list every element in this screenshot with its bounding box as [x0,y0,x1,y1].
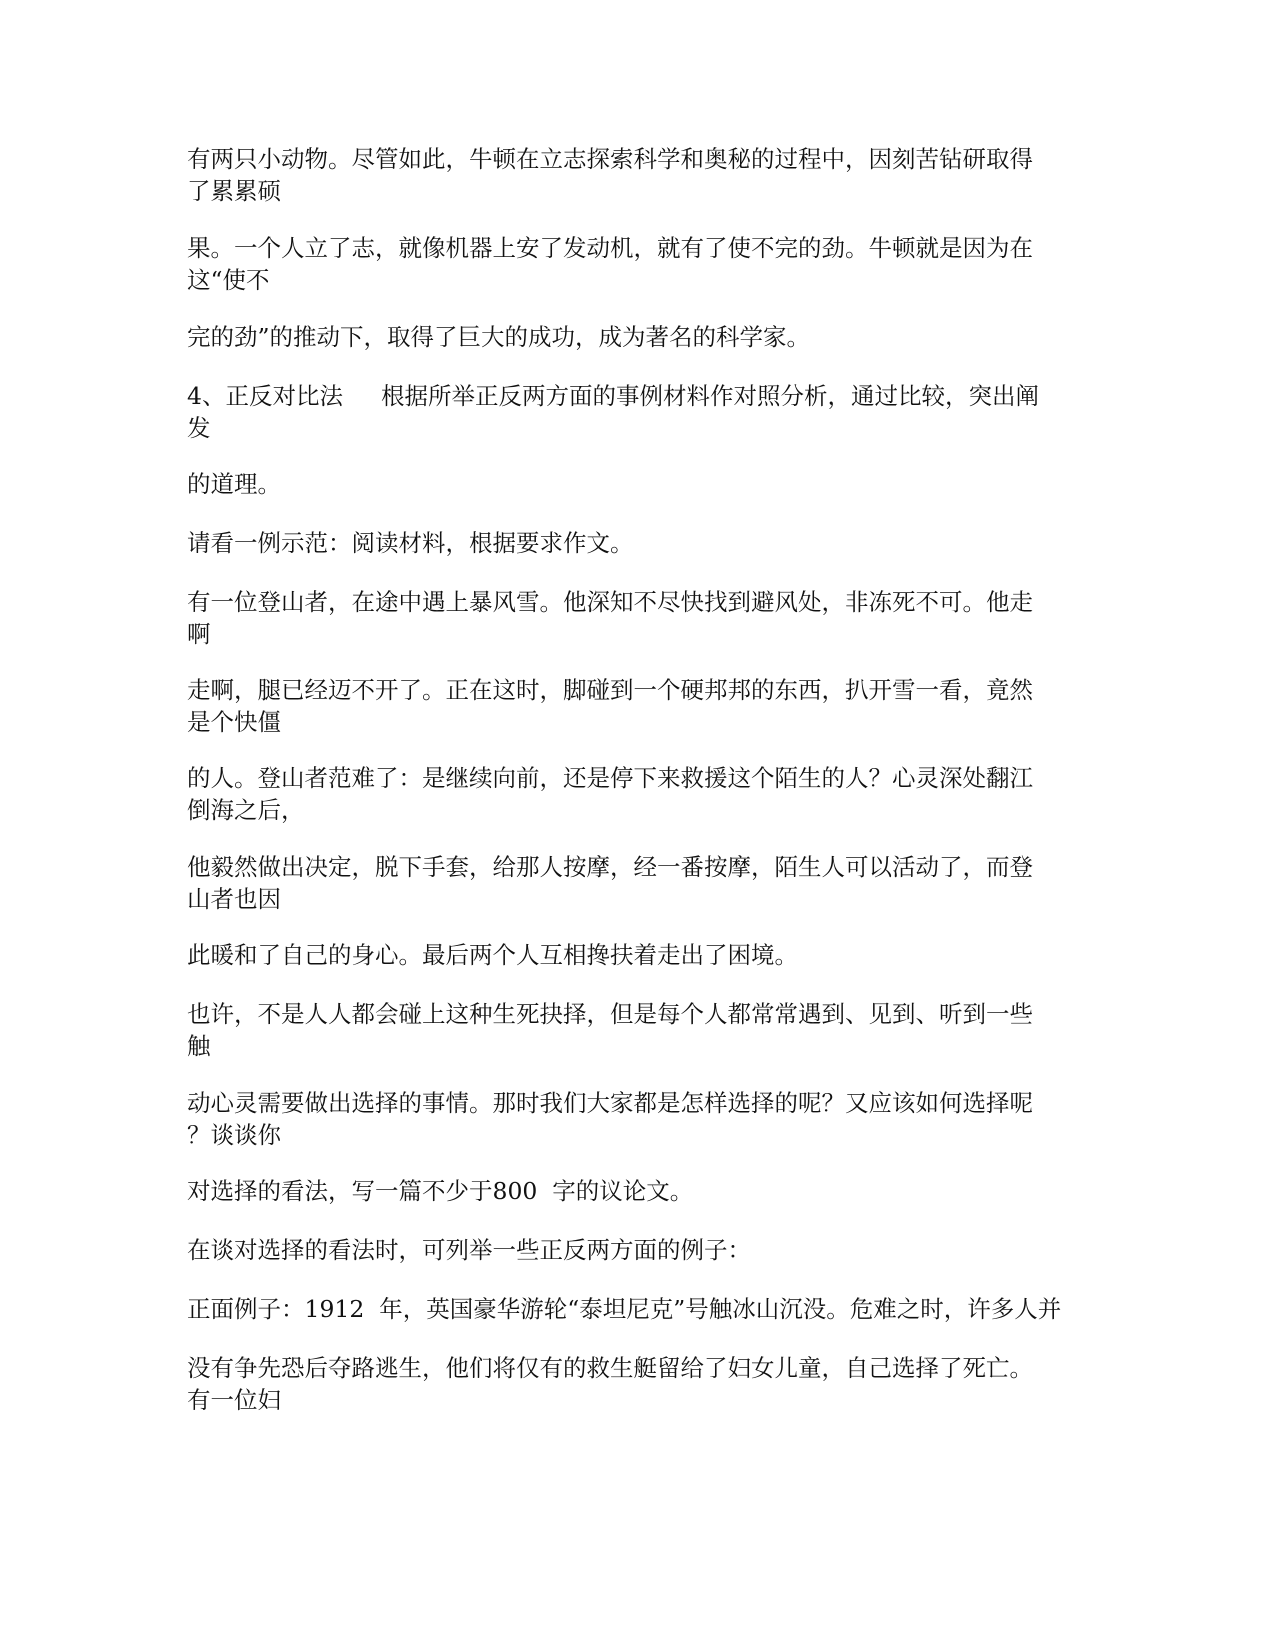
paragraph-3: 完的劲”的推动下，取得了巨大的成功，成为著名的科学家。 [187,323,811,351]
paragraph-8: 的人。登山者范难了：是继续向前，还是停下来救援这个陌生的人？心灵深处翻江 倒海之后， [187,764,1033,824]
paragraph-14: 在谈对选择的看法时，可列举一些正反两方面的例子： [187,1236,751,1264]
paragraph-16: 没有争先恐后夺路逃生，他们将仅有的救生艇留给了妇女儿童，自己选择了死亡。 有一位妇 [187,1354,1033,1414]
method-heading: 4、正反对比法 [187,382,343,410]
paragraph-13: 对选择的看法，写一篇不少于800 字的议论文。 [187,1177,694,1205]
paragraph-2: 果。一个人立了志，就像机器上安了发动机，就有了使不完的劲。牛顿就是因为在 这“使不 [187,234,1033,294]
paragraph-12: 动心灵需要做出选择的事情。那时我们大家都是怎样选择的呢？又应该如何选择呢 ？谈谈你 [187,1089,1033,1149]
paragraph-6: 有一位登山者，在途中遇上暴风雪。他深知不尽快找到避风处，非冻死不可。他走 啊 [187,588,1033,648]
paragraph-10: 此暖和了自己的身心。最后两个人互相搀扶着走出了困境。 [187,941,798,969]
paragraph-15: 正面例子：1912 年，英国豪华游轮“泰坦尼克”号触冰山沉没。危难之时，许多人并 [187,1295,1062,1323]
paragraph-1: 有两只小动物。尽管如此，牛顿在立志探索科学和奥秘的过程中，因刻苦钻研取得 了累累硕 [187,145,1033,205]
paragraph-7: 走啊，腿已经迈不开了。正在这时，脚碰到一个硬邦邦的东西，扒开雪一看，竟然 是个快僵 [187,676,1033,736]
paragraph-9: 他毅然做出决定，脱下手套，给那人按摩，经一番按摩，陌生人可以活动了，而登 山者也因 [187,853,1033,913]
paragraph-4: 的道理。 [187,470,281,498]
paragraph-5: 请看一例示范：阅读材料，根据要求作文。 [187,529,634,557]
method-paragraph [187,380,1087,444]
method-body: 根据所举正反两方面的事例材料作对照分析，通过比较，突出阐 发 [187,382,1039,442]
paragraph-11: 也许，不是人人都会碰上这种生死抉择，但是每个人都常常遇到、见到、听到一些 触 [187,1000,1033,1060]
